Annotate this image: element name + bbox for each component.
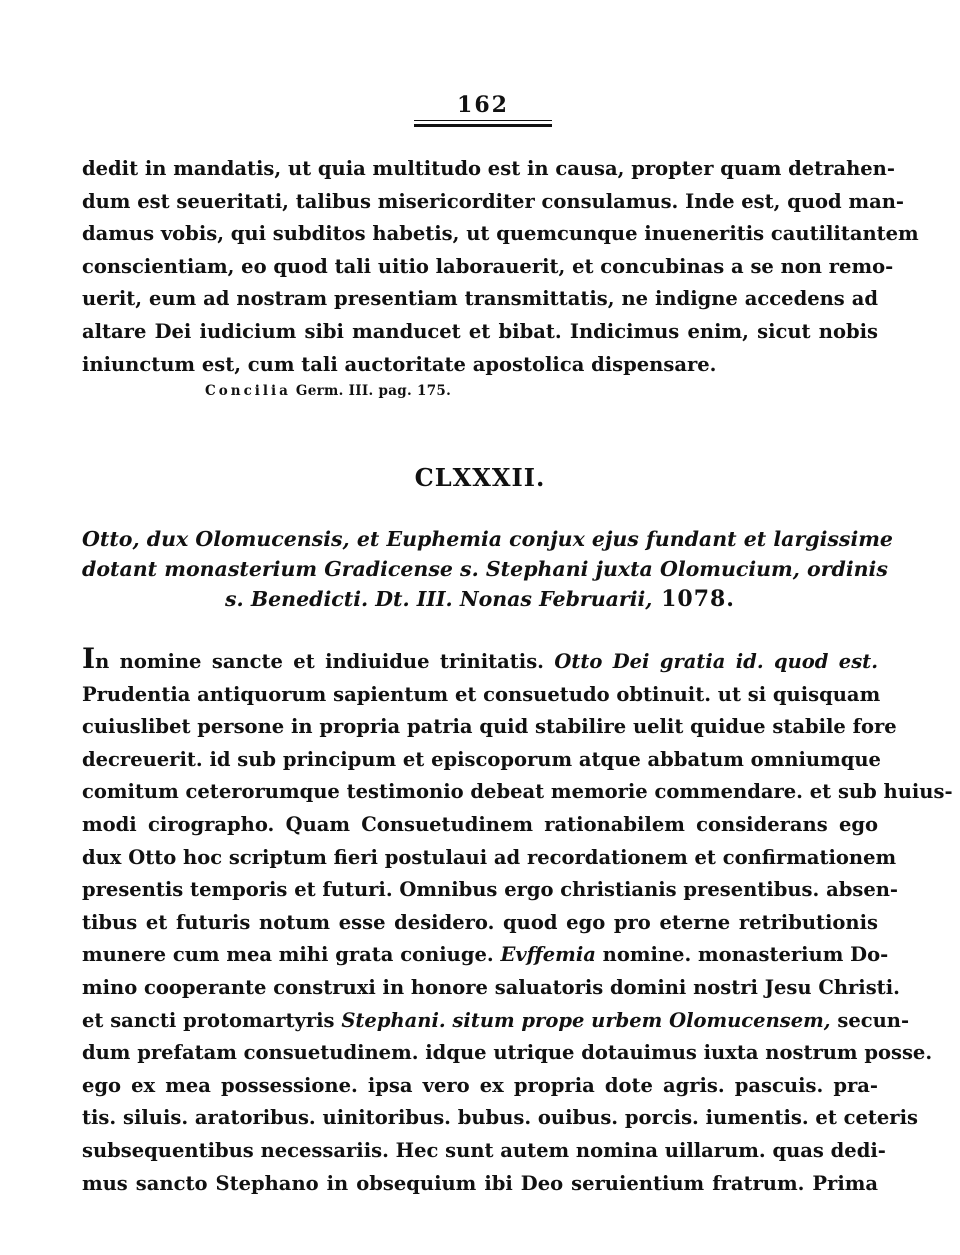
text-line: mus sancto Stephano in obsequium ibi Deo seruientium fratrum. Prima — [82, 1171, 878, 1195]
charter-text — [82, 642, 953, 1200]
headnote-line: dotant monasterium Gradicense s. Stephani juxta Olomucium, ordinis — [82, 557, 888, 581]
page-number: 162 — [457, 92, 509, 118]
previous-document-text — [82, 153, 919, 381]
text-line: decreuerit. id sub principum et episcoporum atque abbatum omniumque — [82, 747, 881, 771]
headnote-line — [82, 584, 878, 614]
source-title: Concilia — [205, 383, 291, 399]
text-segment: secun- — [830, 1008, 910, 1032]
headnote-year: 1078. — [652, 586, 735, 612]
document-headnote — [82, 524, 893, 614]
headnote-date: s. Benedicti. Dt. III. Nonas Februarii, — [225, 587, 653, 611]
header-rule-thick — [414, 124, 552, 127]
text-line: dedit in mandatis, ut quia multitudo est in causa, propter quam detrahen- — [82, 157, 895, 180]
text-line: mino cooperante construxi in honore saluatoris domini nostri Jesu Christi. — [82, 975, 900, 999]
text-segment-italic: Evffemia — [500, 943, 596, 967]
text-segment: nomine. monasterium Do- — [595, 943, 889, 967]
text-line: subsequentibus necessariis. Hec sunt autem nomina uillarum. quas dedi- — [82, 1138, 886, 1162]
text-line: altare Dei iudicium sibi manducet et bibat. Indicimus enim, sicut nobis — [82, 319, 878, 343]
text-segment: et sancti protomartyris — [82, 1008, 342, 1032]
document-number: CLXXXII. — [414, 463, 546, 492]
source-citation — [205, 383, 451, 399]
text-segment-italic: Otto Dei gratia id. quod est. — [554, 650, 878, 673]
header-rule-thin — [414, 120, 552, 121]
initial-letter: I — [82, 642, 96, 675]
source-reference: Germ. III. pag. 175. — [290, 383, 452, 399]
text-line: modi cirographo. Quam Consuetudinem rationabilem considerans ego — [82, 812, 878, 836]
text-line — [82, 643, 878, 679]
text-line — [82, 1005, 910, 1038]
text-line: ego ex mea possessione. ipsa vero ex propria dote agris. pascuis. pra- — [82, 1073, 878, 1097]
text-segment: n nomine sancte et indiuidue trinitatis. — [95, 650, 555, 673]
text-line: conscientiam, eo quod tali uitio laborauerit, et concubinas a se non remo- — [82, 254, 894, 278]
text-line: iniunctum est, cum tali auctoritate apostolica dispensare. — [82, 352, 717, 376]
text-line: comitum ceterorumque testimonio debeat memorie commendare. et sub huius- — [82, 780, 953, 804]
text-line: Prudentia antiquorum sapientum et consuetudo obtinuit. ut si quisquam — [82, 682, 881, 706]
text-line: uerit, eum ad nostram presentiam transmittatis, ne indigne accedens ad — [82, 287, 878, 311]
headnote-line: Otto, dux Olomucensis, et Euphemia conjux ejus fundant et largissime — [82, 527, 893, 551]
text-line: tis. siluis. aratoribus. uinitoribus. bubus. ouibus. porcis. iumentis. et ceteris — [82, 1106, 918, 1130]
text-line: tibus et futuris notum esse desidero. quod ego pro eterne retributionis — [82, 910, 878, 934]
text-line: cuiuslibet persone in propria patria quid stabilire uelit quidue stabile fore — [82, 715, 897, 739]
text-line: dum est seueritati, talibus misericorditer consulamus. Inde est, quod man- — [82, 189, 905, 213]
text-line: dux Otto hoc scriptum fieri postulaui ad recordationem et confirmationem — [82, 845, 897, 869]
text-line: damus vobis, qui subditos habetis, ut quemcunque inueneritis cautilitantem — [82, 222, 919, 246]
text-line — [82, 939, 889, 972]
text-segment: munere cum mea mihi grata coniuge. — [82, 943, 501, 967]
text-line: presentis temporis et futuri. Omnibus ergo christianis presentibus. absen- — [82, 878, 899, 902]
text-line: dum prefatam consuetudinem. idque utrique dotauimus iuxta nostrum posse. — [82, 1041, 933, 1065]
text-segment-italic: Stephani. situm prope urbem Olomucensem, — [341, 1008, 831, 1032]
